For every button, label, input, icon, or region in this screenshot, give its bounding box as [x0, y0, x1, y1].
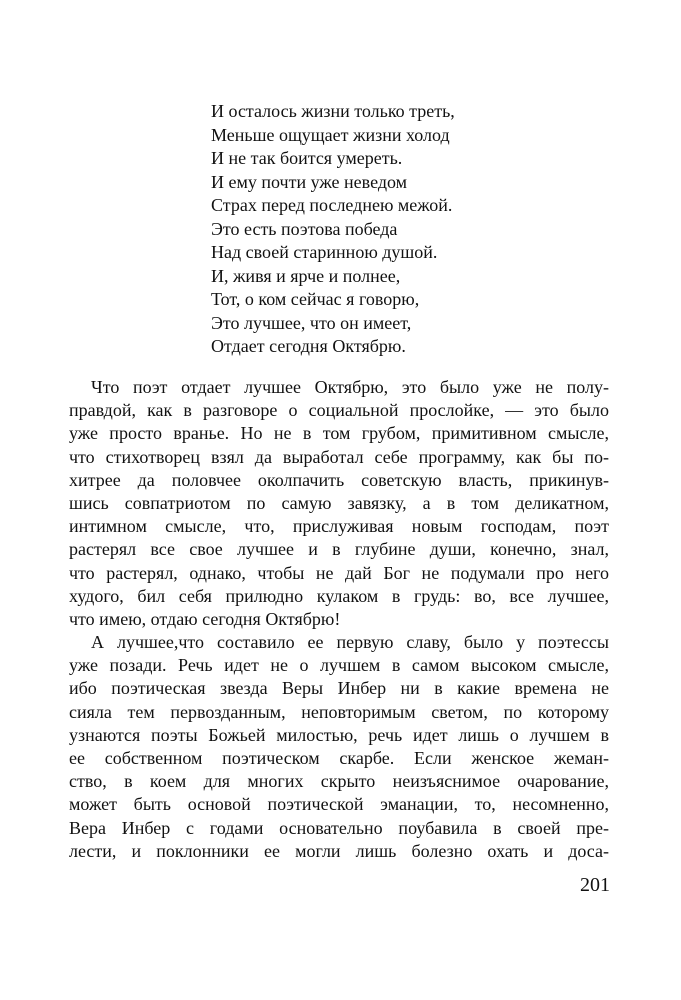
prose-line: ство, в коем для многих скрыто неизъяснимое очарование, [69, 771, 609, 792]
prose-line: что растерял, однако, чтобы не дай Бог не подумали про него [69, 562, 609, 583]
poem-line: Это лучшее, что он имеет, [211, 312, 412, 333]
prose-line: сияла тем первозданным, неповторимым светом, по которому [69, 701, 609, 722]
prose-line: лести, и поклонники ее могли лишь болезно охать и доса- [69, 840, 609, 861]
prose-line: А лучшее,что составило ее первую славу, было у поэтессы [91, 632, 609, 653]
prose-line: интимном смысле, что, прислуживая новым господам, поэт [69, 516, 609, 537]
paragraph-2 [69, 631, 609, 863]
prose-line: уже позади. Речь идет не о лучшем в самом высоком смысле, [69, 655, 609, 676]
prose-line: шись совпатриотом по самую завязку, а в том деликатном, [69, 492, 609, 513]
page-number: 201 [580, 874, 610, 896]
poem-line: И, живя и ярче и полнее, [211, 265, 401, 286]
prose-line: Что поэт отдает лучшее Октябрю, это было уже не полу- [91, 377, 609, 397]
poem-block [211, 100, 571, 359]
prose-line: узнаются поэты Божьей милостью, речь идет лишь о лучшем в [69, 724, 609, 745]
poem-line: Тот, о ком сейчас я говорю, [211, 289, 420, 309]
prose-line: растерял все свое лучшее и в глубине души, конечно, знал, [69, 539, 609, 560]
poem-line: Страх перед последнею межой. [211, 195, 453, 215]
prose-line: правдой, как в разговоре о социальной прослойке, — это было [69, 400, 609, 421]
prose-line: может быть основой поэтической эманации, то, несомненно, [69, 794, 609, 815]
poem-line: И не так боится умереть. [211, 148, 403, 168]
prose-block [69, 376, 609, 863]
prose-line: что имею, отдаю сегодня Октябрю! [69, 608, 341, 629]
paragraph-1 [69, 376, 609, 631]
poem-line: Это есть поэтова победа [211, 218, 398, 239]
prose-line: худого, бил себя прилюдно кулаком в грудь: во, все лучшее, [69, 585, 609, 606]
prose-line: ее собственном поэтическом скарбе. Если женское жеман- [69, 748, 609, 768]
poem-line: И ему почти уже неведом [211, 171, 408, 192]
prose-line: Вера Инбер с годами основательно поубавила в своей пре- [69, 817, 609, 838]
prose-line: хитрее да половчее околпачить советскую власть, прикинув- [69, 469, 609, 490]
poem-line: И осталось жизни только треть, [211, 101, 455, 121]
prose-line: что стихотворец взял да выработал себе программу, как бы по- [69, 446, 609, 467]
prose-line: ибо поэтическая звезда Веры Инбер ни в какие времена не [69, 678, 609, 699]
poem-line: Над своей старинною душой. [211, 242, 438, 262]
poem-line: Меньше ощущает жизни холод [211, 124, 450, 145]
prose-line: уже просто вранье. Но не в том грубом, примитивном смысле, [69, 423, 609, 444]
poem-line: Отдает сегодня Октябрю. [211, 336, 406, 356]
